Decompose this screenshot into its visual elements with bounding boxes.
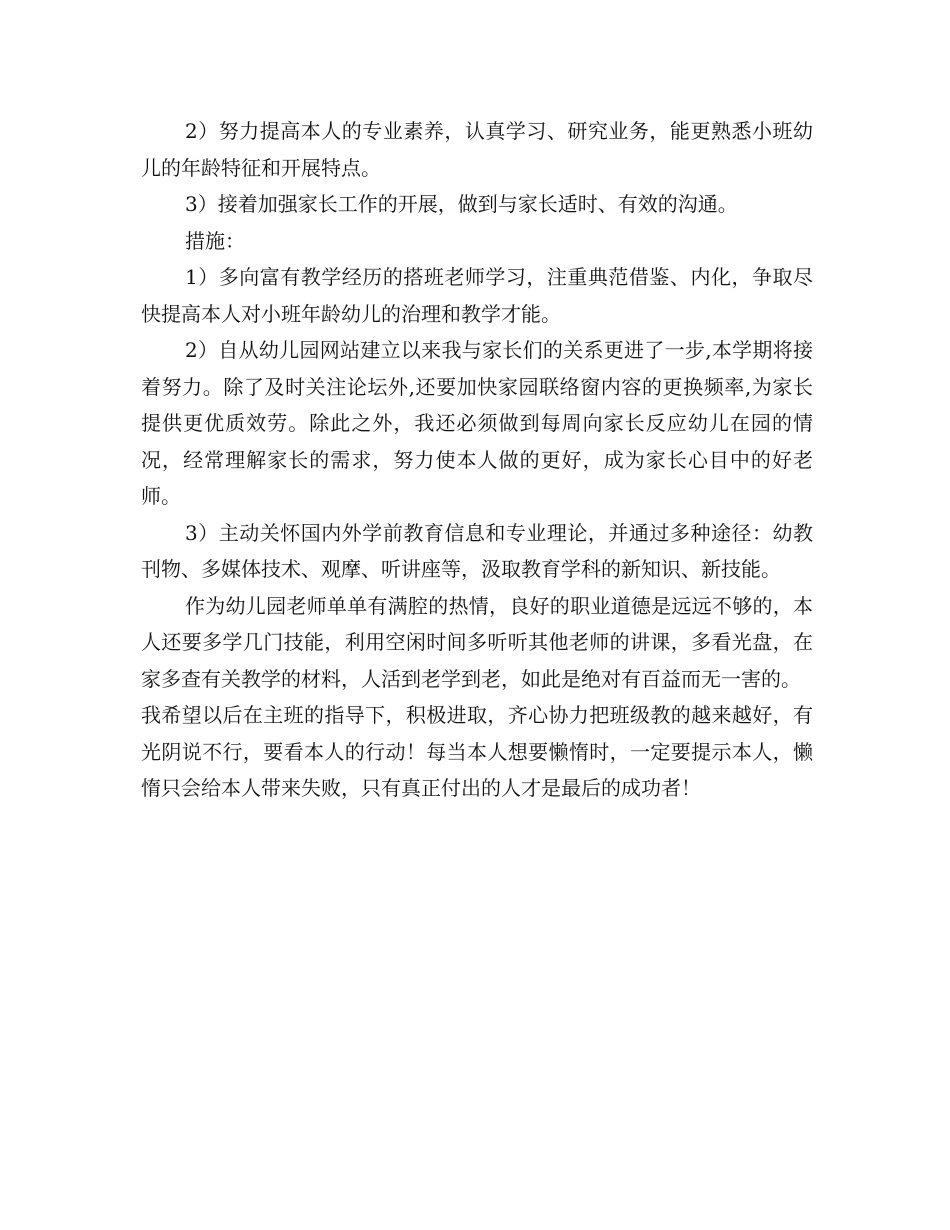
paragraph-goal-2: 2）努力提高本人的专业素养，认真学习、研究业务，能更熟悉小班幼儿的年龄特征和开展特点。 bbox=[141, 119, 813, 180]
document-body bbox=[141, 113, 813, 807]
paragraph-measure-3: 3）主动关怀国内外学前教育信息和专业理论，并通过多种途径：幼教刊物、多媒体技术、观摩、听讲座等，汲取教育学科的新知识、新技能。 bbox=[141, 520, 813, 581]
paragraph-measure-1: 1）多向富有教学经历的搭班老师学习，注重典范借鉴、内化，争取尽快提高本人对小班年龄幼儿的治理和教学才能。 bbox=[141, 265, 813, 326]
paragraph-reflection: 作为幼儿园老师单单有满腔的热情，良好的职业道德是远远不够的，本人还要多学几门技能，利用空闲时间多听听其他老师的讲课，多看光盘，在家多查有关教学的材料，人活到老学到老，如此是绝对有百益而无一害的。 bbox=[141, 593, 813, 691]
paragraph-measure-2: 2）自从幼儿园网站建立以来我与家长们的关系更进了一步,本学期将接着努力。除了及时关注论坛外,还要加快家园联络窗内容的更换频率,为家长提供更优质效劳。除此之外，我还必须做到每周向家长反应幼儿在园的情况，经常理解家长的需求，努力使本人做的更好，成为家长心目中的好老师。 bbox=[141, 338, 813, 508]
paragraph-goal-3: 3）接着加强家长工作的开展，做到与家长适时、有效的沟通。 bbox=[185, 192, 738, 216]
paragraph-conclusion: 我希望以后在主班的指导下，积极进取，齐心协力把班级教的越来越好，有光阴说不行，要看本人的行动！每当本人想要懒惰时，一定要提示本人，懒惰只会给本人带来失败，只有真正付出的人才是最后的成功者！ bbox=[141, 703, 813, 800]
paragraph-measures-heading: 措施： bbox=[185, 228, 245, 253]
